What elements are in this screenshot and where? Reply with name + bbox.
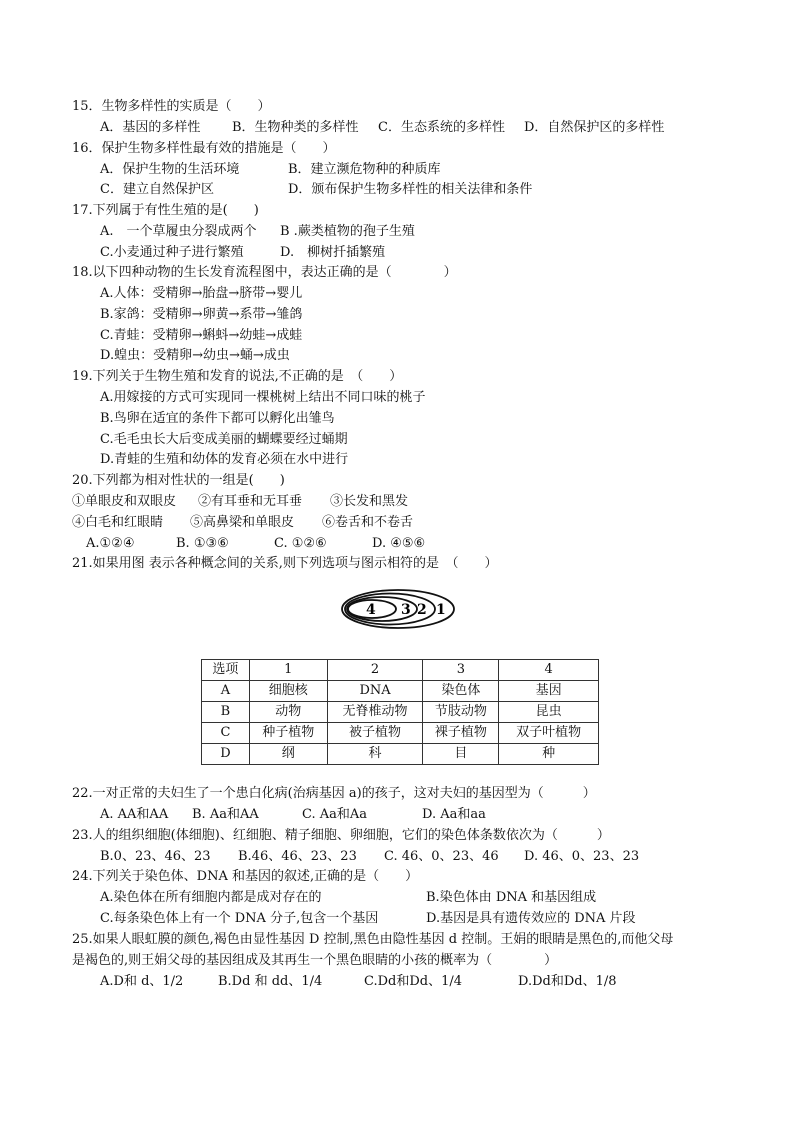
table-cell: DNA: [327, 681, 423, 702]
table-cell: 种: [499, 744, 599, 765]
q22-option-a: A. AA和AA: [100, 807, 169, 822]
venn-label-4: 4: [366, 602, 376, 618]
table-cell: 被子植物: [327, 723, 423, 744]
q15-option-a: A．基因的多样性: [100, 120, 201, 135]
q25-option-c: C.Dd和Dd、1/4: [364, 974, 463, 989]
table-row: [202, 723, 599, 744]
q22-option-b: B. Aa和AA: [192, 807, 259, 822]
table-header-row: [202, 660, 599, 681]
q19-option-c: C.毛毛虫长大后变成美丽的蝴蝶要经过蛹期: [100, 432, 348, 447]
q18-option-b: B.家鸽：受精卵→卵黄→系带→雏鸽: [100, 307, 303, 322]
q22-stem: 22.一对正常的夫妇生了一个患白化病(治病基因 a)的孩子，这对夫妇的基因型为（ ）: [72, 786, 596, 801]
table-cell: D: [202, 744, 250, 765]
table-cell: 种子植物: [249, 723, 327, 744]
q22-option-c: C. Aa和Aa: [302, 807, 368, 822]
table-cell: C: [202, 723, 250, 744]
q17-option-d: D. 柳树扦插繁殖: [280, 245, 386, 260]
table-cell: 昆虫: [499, 702, 599, 723]
q19-stem: 19.下列关于生物生殖和发育的说法,不正确的是 （ ）: [72, 369, 403, 384]
q18-option-d: D.蝗虫：受精卵→幼虫→蛹→成虫: [100, 348, 290, 363]
table-cell: 裸子植物: [423, 723, 499, 744]
q17-stem: 17.下列属于有性生殖的是( ): [72, 203, 259, 218]
q15-option-d: D．自然保护区的多样性: [524, 120, 665, 135]
table-header-cell: 3: [423, 660, 499, 681]
q25-option-d: D.Dd和Dd、1/8: [518, 974, 617, 989]
q20-option-d: D. ④⑤⑥: [372, 536, 426, 551]
q18-option-a: A.人体：受精卵→胎盘→脐带→婴儿: [100, 286, 303, 301]
q16-option-a: A．保护生物的生活环境: [100, 162, 240, 177]
q23-option-a: B.0、23、46、23: [100, 849, 211, 864]
q25-stem-line2: 是褐色的,则王娟父母的基因组成及其再生一个黑色眼睛的小孩的概率为（ ）: [72, 953, 558, 968]
table-cell: 目: [423, 744, 499, 765]
table-cell: 细胞核: [249, 681, 327, 702]
q20-option-c: C. ①②⑥: [274, 536, 327, 551]
venn-label-1: 1: [436, 602, 446, 618]
q22-option-d: D. Aa和aa: [422, 807, 486, 822]
q19-option-d: D.青蛙的生殖和幼体的发育必须在水中进行: [100, 452, 349, 467]
nested-ellipse-diagram: [340, 588, 458, 632]
q20-item-6: ⑥卷舌和不卷舌: [322, 515, 414, 530]
table-cell: A: [202, 681, 250, 702]
q24-stem: 24.下列关于染色体、DNA 和基因的叙述,正确的是（ ）: [72, 869, 419, 884]
q23-option-d: D. 46、0、23、23: [524, 849, 640, 864]
table-cell: 动物: [249, 702, 327, 723]
q20-item-2: ②有耳垂和无耳垂: [198, 494, 303, 509]
q20-option-b: B. ①③⑥: [176, 536, 229, 551]
q25-stem-line1: 25.如果人眼虹膜的颜色,褐色由显性基因 D 控制,黑色由隐性基因 d 控制。王娟的眼睛是黑色的,而他父母: [72, 932, 674, 947]
q20-item-5: ⑤高鼻梁和单眼皮: [190, 515, 295, 530]
q17-option-c: C.小麦通过种子进行繁殖: [100, 245, 244, 260]
q21-table: [201, 659, 599, 765]
q23-stem: 23.人的组织细胞(体细胞)、红细胞、精子细胞、卵细胞，它们的染色体条数依次为（ ）: [72, 828, 610, 843]
q25-option-b: B.Dd 和 dd、1/4: [218, 974, 323, 989]
table-cell: 染色体: [423, 681, 499, 702]
table-header-cell: 2: [327, 660, 423, 681]
q23-option-b: B.46、46、23、23: [238, 849, 357, 864]
q20-item-3: ③长发和黑发: [330, 494, 409, 509]
table-header-cell: 选项: [202, 660, 250, 681]
table-cell: 基因: [499, 681, 599, 702]
q17-option-a: A. 一个草履虫分裂成两个: [100, 224, 257, 239]
q19-option-b: B.鸟卵在适宜的条件下都可以孵化出雏鸟: [100, 411, 335, 426]
q24-option-d: D.基因是具有遗传效应的 DNA 片段: [426, 911, 636, 926]
q20-option-a: A.①②④: [86, 536, 135, 551]
table-row: [202, 681, 599, 702]
q18-stem: 18.以下四种动物的生长发育流程图中，表达正确的是（ ）: [72, 265, 457, 280]
table-cell: 纲: [249, 744, 327, 765]
q25-option-a: A.D和 d、1/2: [100, 974, 184, 989]
q19-option-a: A.用嫁接的方式可实现同一棵桃树上结出不同口味的桃子: [100, 390, 426, 405]
table-row: [202, 702, 599, 723]
table-row: [202, 744, 599, 765]
venn-label-3: 3: [401, 602, 411, 618]
q16-option-b: B．建立濒危物种的种质库: [288, 162, 441, 177]
table-header-cell: 1: [249, 660, 327, 681]
q17-option-b: B .蕨类植物的孢子生殖: [280, 224, 415, 239]
q20-stem: 20.下列都为相对性状的一组是( ): [72, 473, 285, 488]
q21-stem: 21.如果用图 表示各种概念间的关系,则下列选项与图示相符的是 （ ）: [72, 556, 498, 571]
q15-option-c: C．生态系统的多样性: [378, 120, 505, 135]
q20-item-1: ①单眼皮和双眼皮: [72, 494, 177, 509]
q24-option-c: C.每条染色体上有一个 DNA 分子,包含一个基因: [100, 911, 379, 926]
table-cell: 无脊椎动物: [327, 702, 423, 723]
table-cell: 双子叶植物: [499, 723, 599, 744]
q24-option-a: A.染色体在所有细胞内都是成对存在的: [100, 890, 322, 905]
venn-label-2: 2: [417, 602, 427, 618]
q24-option-b: B.染色体由 DNA 和基因组成: [426, 890, 597, 905]
table-header-cell: 4: [499, 660, 599, 681]
q16-option-c: C．建立自然保护区: [100, 182, 214, 197]
table-cell: 节肢动物: [423, 702, 499, 723]
q15-stem: 15．生物多样性的实质是（ ）: [72, 99, 271, 114]
table-cell: 科: [327, 744, 423, 765]
q18-option-c: C.青蛙：受精卵→蝌蚪→幼蛙→成蛙: [100, 328, 303, 343]
q16-stem: 16．保护生物多样性最有效的措施是（ ）: [72, 141, 336, 156]
q16-option-d: D．颁布保护生物多样性的相关法律和条件: [288, 182, 533, 197]
q15-option-b: B．生物种类的多样性: [232, 120, 359, 135]
q20-item-4: ④白毛和红眼睛: [72, 515, 164, 530]
table-cell: B: [202, 702, 250, 723]
q23-option-c: C. 46、0、23、46: [384, 849, 499, 864]
